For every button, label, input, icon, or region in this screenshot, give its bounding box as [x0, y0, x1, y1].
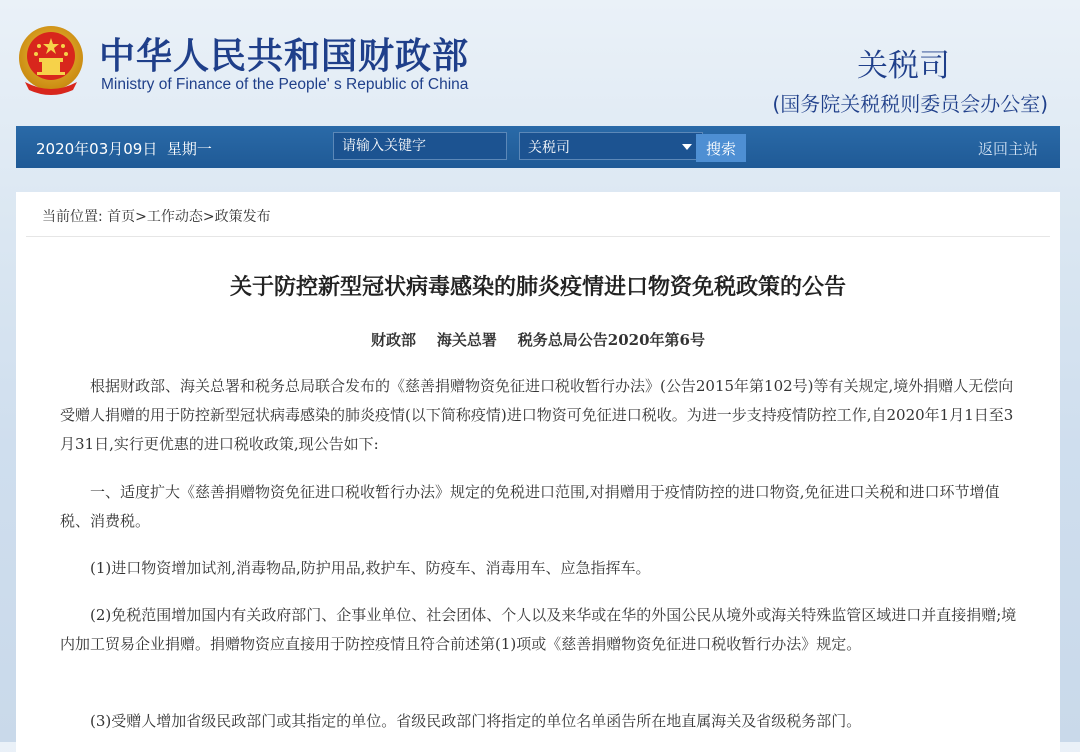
paragraph-sub-1: (1)进口物资增加试剂,消毒物品,防护用品,救护车、防疫车、消毒用车、应急指挥车。	[90, 559, 651, 577]
nav-bar	[16, 126, 1060, 168]
breadcrumb-work-news[interactable]: 工作动态	[146, 209, 203, 225]
search-input[interactable]	[333, 132, 507, 160]
paragraph-sub-2: (2)免税范围增加国内有关政府部门、企事业单位、社会团体、个人以及来华或在华的外国公民从境外或海关特殊监管区域进口并直接捐赠;境内加工贸易企业捐赠。捐赠物资应直接用于防控疫情且符合前述第(1)项或《慈善捐赠物资免征进口税收暂行办法》规定。	[60, 606, 1017, 653]
date-text: 2020年03月09日	[36, 140, 158, 158]
site-header	[0, 0, 1080, 126]
breadcrumb-separator: >	[202, 209, 215, 225]
article-panel	[16, 192, 1060, 752]
weekday-text: 星期一	[166, 140, 212, 158]
ministry-title-en: Ministry of Finance of the People' s Republic of China	[101, 76, 469, 93]
breadcrumb	[42, 206, 271, 226]
ministry-title-cn: 中华人民共和国财政部	[99, 36, 470, 77]
department-select-value: 关税司	[528, 140, 570, 156]
breadcrumb-prefix: 当前位置:	[42, 209, 103, 225]
department-select[interactable]	[519, 132, 703, 160]
department-title: 关税司	[857, 48, 950, 84]
breadcrumb-home[interactable]: 首页	[107, 209, 136, 225]
breadcrumb-policy-release[interactable]: 政策发布	[214, 209, 271, 225]
current-date	[36, 138, 212, 159]
chevron-down-icon	[682, 144, 692, 150]
paragraph-sub-3: (3)受赠人增加省级民政部门或其指定的单位。省级民政部门将指定的单位名单函告所在地直属海关及省级税务部门。	[90, 712, 862, 730]
national-emblem-icon	[17, 24, 85, 96]
article-title: 关于防控新型冠状病毒感染的肺炎疫情进口物资免税政策的公告	[229, 275, 846, 300]
return-home-link[interactable]: 返回主站	[977, 140, 1038, 158]
department-subtitle: (国务院关税税则委员会办公室)	[772, 92, 1048, 116]
paragraph-intro: 根据财政部、海关总署和税务总局联合发布的《慈善捐赠物资免征进口税收暂行办法》(公告2015年第102号)等有关规定,境外捐赠人无偿向受赠人捐赠的用于防控新型冠状病毒感染的肺炎疫情(以下简称疫情)进口物资可免征进口税收。为进一步支持疫情防控工作,自2020年1月1日至3月31日,实行更优惠的进口税收政策,现公告如下:	[60, 377, 1014, 453]
paragraph-item-1: 一、适度扩大《慈善捐赠物资免征进口税收暂行办法》规定的免税进口范围,对捐赠用于疫情防控的进口物资,免征进口关税和进口环节增值税、消费税。	[60, 483, 1000, 530]
breadcrumb-separator: >	[135, 209, 147, 225]
breadcrumb-divider	[26, 236, 1050, 237]
search-button[interactable]: 搜索	[696, 134, 746, 162]
document-number: 财政部 海关总署 税务总局公告2020年第6号	[371, 331, 705, 349]
